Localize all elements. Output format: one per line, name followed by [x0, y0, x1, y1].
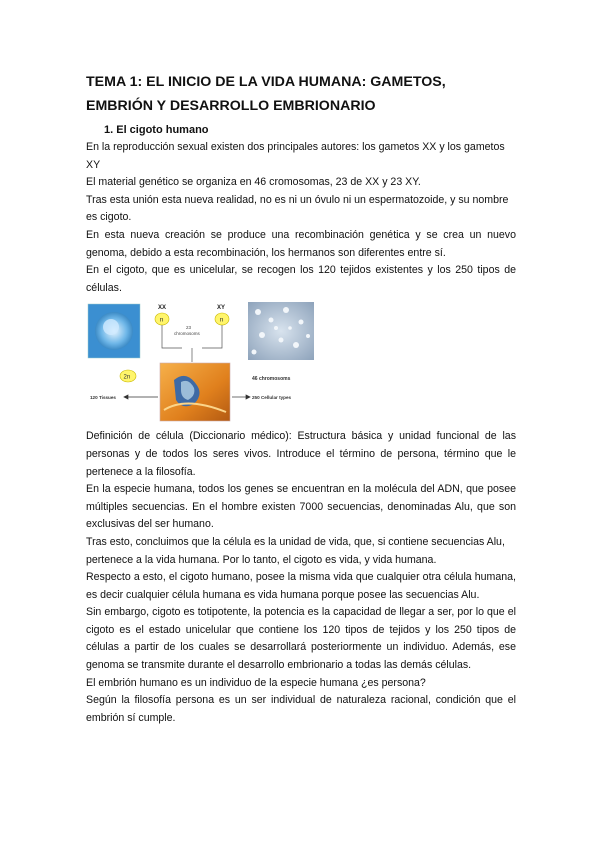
paragraph: Tras esto, concluimos que la célula es la unidad de vida, que, si contiene secuencias Alu, pertenece a la vida humana. Por lo tanto, el cigoto es vida, y vida humana. — [86, 535, 505, 566]
left-bottom-label: 120 Tissues — [90, 395, 116, 401]
center-label-number: 23 — [186, 325, 192, 331]
n-label-left: n — [159, 316, 164, 324]
zygote-image — [160, 363, 230, 421]
paragraph: En la reproducción sexual existen dos principales autores: los gametos XX y los gametos XY — [86, 141, 505, 171]
cells-image — [248, 302, 314, 360]
paragraph: Respecto a esto, el cigoto humano, posee la misma vida que cualquier otra célula humana, es decir cualquier célula humana es vida humana porque posee las secuencias Alu. — [86, 571, 516, 601]
paragraph: Sin embargo, cigoto es totipotente, la potencia es la capacidad de llegar a ser, por lo que el cigoto es el estado unicelular que contiene los 120 tipos de tejidos y los 250 tipos de células a partir de los cuales se desarrollará posteriormente un individuo. Además, ese genoma se transmite durante el desarrollo embrionario a todas las demás células. — [86, 606, 516, 672]
paragraph: En esta nueva creación se produce una recombinación genética y se crea un nuevo genoma, debido a esta recombinación, los hermanos son diferentes entre sí. — [86, 228, 516, 259]
section-heading: 1. El cigoto humano — [104, 124, 209, 136]
page-title: TEMA 1: EL INICIO DE LA VIDA HUMANA: GAMETOS, EMBRIÓN Y DESARROLLO EMBRIONARIO — [86, 74, 446, 114]
paragraph: Tras esta unión esta nueva realidad, no es ni un óvulo ni un espermatozoide, y su nombre es cigoto. — [86, 193, 509, 224]
document-content — [86, 70, 516, 727]
xx-label: XX — [158, 305, 167, 312]
paragraph: El embrión humano es un individuo de la especie humana ¿es persona? — [86, 676, 426, 689]
two-n-label: 2n — [123, 374, 131, 381]
paragraph: El material genético se organiza en 46 cromosomas, 23 de XX y 23 XY. — [86, 176, 421, 189]
zygote-diagram — [86, 300, 318, 422]
paragraph: Definición de célula (Diccionario médico): Estructura básica y unidad funcional de las personas y de todos los seres vivos. Introduce el término de persona, término que le pertenece a la filosofía. — [86, 430, 516, 478]
right-label: 46 chromosoms — [252, 376, 291, 383]
center-label-text: chromosoms — [174, 331, 200, 337]
paragraph: En el cigoto, que es unicelular, se recogen los 120 tejidos existentes y los 250 tipos de células. — [86, 264, 516, 294]
ovum-image — [88, 304, 140, 358]
paragraph: Según la filosofía persona es un ser individual de naturaleza racional, condición que el embrión sí cumple. — [86, 694, 516, 724]
xy-label: XY — [217, 305, 226, 312]
right-bottom-label: 250 Cellular types — [252, 395, 292, 401]
n-label-right: n — [219, 316, 224, 324]
paragraph: En la especie humana, todos los genes se encuentran en la molécula del ADN, que posee múltiples secuencias. En el hombre existen 7000 secuencias, denominadas Alu, que son exclusivas del ser humano. — [86, 483, 516, 531]
